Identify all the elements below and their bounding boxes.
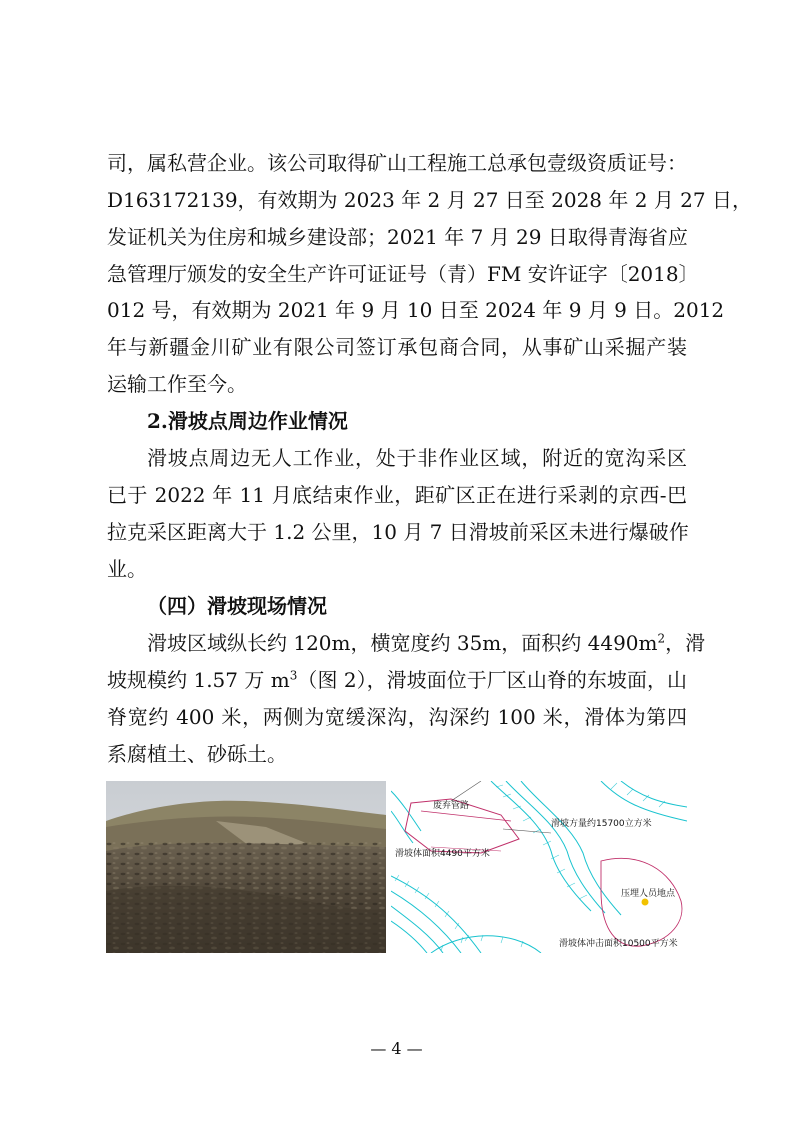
map-label-volume: 滑坡方量约15700立方米 <box>551 819 652 829</box>
text-line: 年与新疆金川矿业有限公司签订承包商合同，从事矿山采掘产装 <box>107 335 687 359</box>
landslide-photo <box>106 781 386 953</box>
text-line: 发证机关为住房和城乡建设部；2021 年 7 月 29 日取得青海省应 <box>107 225 688 249</box>
text-line: 运输工作至今。 <box>107 372 247 396</box>
page-number: — 4 — <box>370 1039 423 1058</box>
map-label-buried: 压埋人员地点 <box>621 889 676 899</box>
text-line: 已于 2022 年 11 月底结束作业，距矿区正在进行采剥的京西-巴 <box>107 483 687 507</box>
map-label-impact: 滑坡体冲击面积10500平方米 <box>559 939 678 949</box>
text-line: 坡规模约 1.57 万 $m^3$（图 2），滑坡面位于厂区山脊的东坡面，山 <box>107 668 687 692</box>
text-line: D163172139，有效期为 2023 年 2 月 27 日至 2028 年 2 月 27 日， <box>107 188 752 212</box>
text-line: 业。 <box>107 557 147 581</box>
text-line: 滑坡区域纵长约 120m，横宽度约 35m，面积约 $4490m^2$，滑 <box>147 631 706 655</box>
map-label-area: 滑坡体面积4490平方米 <box>395 849 490 859</box>
text-line: 012 号，有效期为 2021 年 9 月 10 日至 2024 年 9 月 9 日。2012 <box>107 298 725 322</box>
text-line: 系腐植土、砂砾土。 <box>107 742 287 766</box>
text-line: 急管理厅颁发的安全生产许可证证号（青）FM 安许证字〔2018〕 <box>107 262 699 286</box>
buried-location-marker <box>642 899 649 906</box>
text-line: 拉克采区距离大于 1.2 公里，10 月 7 日滑坡前采区未进行爆破作 <box>107 520 689 544</box>
text-line: 司，属私营企业。该公司取得矿山工程施工总承包壹级资质证号： <box>107 151 687 175</box>
landslide-map <box>391 781 687 953</box>
section-heading: （四）滑坡现场情况 <box>147 594 327 618</box>
text-line: 脊宽约 400 米，两侧为宽缓深沟，沟深约 100 米，滑体为第四 <box>107 705 687 729</box>
map-label-pipeline: 废弃管路 <box>433 801 470 811</box>
text-line: 滑坡点周边无人工作业，处于非作业区域，附近的宽沟采区 <box>147 446 687 470</box>
section-heading: 2.滑坡点周边作业情况 <box>147 409 348 433</box>
